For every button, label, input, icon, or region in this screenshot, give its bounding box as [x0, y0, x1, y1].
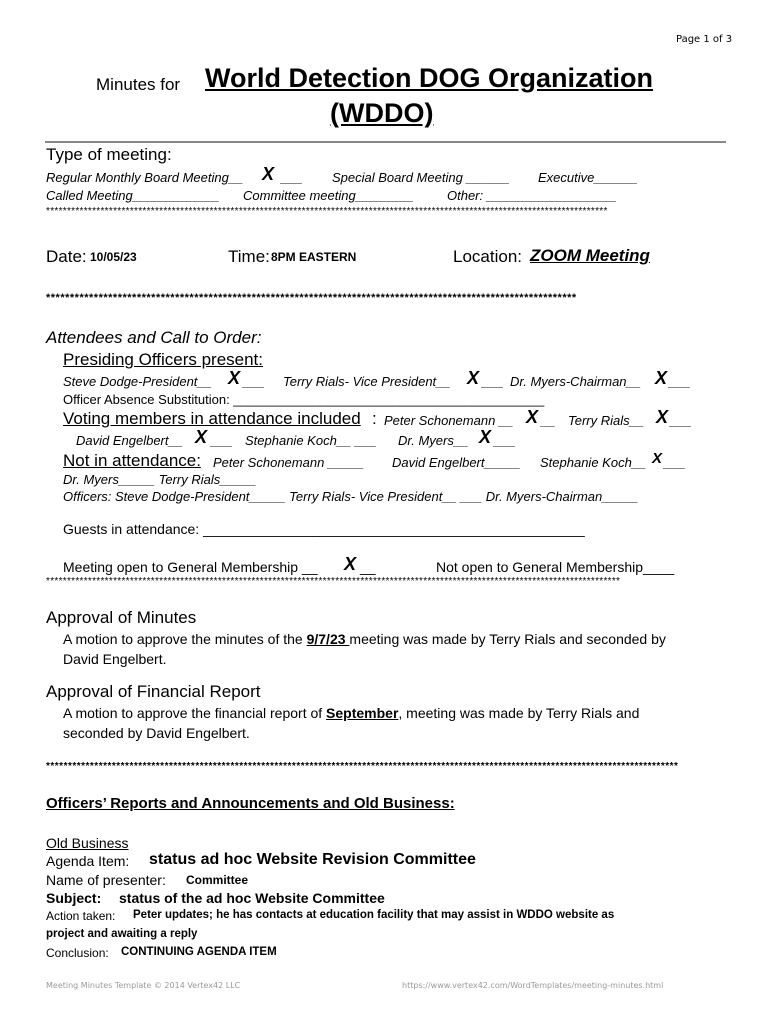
voting-david-x-mark: X [195, 427, 208, 447]
executive-meeting-option: Executive______ [538, 170, 638, 185]
action-value-continued: project and awaiting a reply [46, 928, 198, 940]
approval-minutes-text [63, 631, 666, 647]
open-to-membership-blank: __ [360, 559, 376, 575]
subject-label: Subject: [46, 890, 102, 906]
voting-stephanie: Stephanie Koch__ ___ [245, 433, 377, 448]
approval-minutes-heading: Approval of Minutes [46, 608, 197, 627]
footer-copyright: Meeting Minutes Template © 2014 Vertex42 LLC [46, 981, 241, 990]
approval-financial-text-b: , meeting was made by Terry Rials and [398, 705, 640, 721]
officers-reports-heading: Officers’ Reports and Announcements and Old Business: [46, 795, 455, 812]
presiding-terry-blank: ___ [482, 374, 504, 389]
voting-peter-blank: __ [541, 413, 556, 428]
org-title-line2: (WDDO) [330, 98, 434, 128]
separator-stars: ***************************************************************************************************************************************** [46, 576, 621, 587]
date-label: Date: [46, 247, 87, 266]
officer-absence-substitution: Officer Absence Substitution: ___________________________________________ [63, 392, 545, 407]
voting-david-blank: ___ [211, 433, 233, 448]
separator-stars: *************************************************************************************************************** [46, 292, 577, 304]
voting-david: David Engelbert__ [76, 433, 183, 448]
committee-meeting-option: Committee meeting________ [243, 188, 414, 203]
conclusion-value: CONTINUING AGENDA ITEM [121, 946, 277, 958]
absent-stephanie: Stephanie Koch__ [540, 455, 647, 470]
approval-financial-heading: Approval of Financial Report [46, 682, 261, 701]
called-meeting-option: Called Meeting____________ [46, 188, 220, 203]
voting-myers: Dr. Myers__ [398, 433, 469, 448]
presiding-steve: Steve Dodge-President__ [63, 374, 212, 389]
approval-financial-text-a: A motion to approve the financial report of [63, 705, 327, 721]
regular-meeting-blank: ___ [281, 170, 303, 185]
footer-url[interactable]: https://www.vertex42.com/WordTemplates/meeting-minutes.html [402, 981, 664, 990]
presenter-value: Committee [186, 873, 249, 887]
presiding-myers: Dr. Myers-Chairman__ [510, 374, 641, 389]
separator-stars: ************************************************************************************************************************************************ [46, 761, 679, 772]
special-meeting-option: Special Board Meeting ______ [332, 170, 510, 185]
meeting-type-heading: Type of meeting: [46, 145, 172, 164]
time-value: 8PM EASTERN [271, 250, 357, 264]
minutes-for-label: Minutes for [96, 75, 181, 94]
separator-stars: ************************************************************************************************************************************** [46, 206, 608, 217]
presiding-steve-x-mark: X [228, 368, 241, 388]
presiding-terry: Terry Rials- Vice President__ [283, 374, 451, 389]
presiding-terry-x-mark: X [467, 368, 480, 388]
approval-minutes-text-b: meeting was made by Terry Rials and seconded by [349, 631, 666, 647]
voting-myers-x-mark: X [479, 427, 492, 447]
open-to-membership-option: Meeting open to General Membership __ [63, 559, 318, 575]
location-label: Location: [453, 247, 522, 266]
org-title-line1: World Detection DOG Organization [205, 63, 654, 93]
presiding-myers-x-mark: X [655, 368, 668, 388]
approval-financial-month: September [326, 705, 399, 721]
attendees-heading: Attendees and Call to Order: [46, 328, 262, 347]
page-number: Page 1 of 3 [676, 34, 733, 45]
approval-minutes-text-c: David Engelbert. [63, 651, 167, 667]
subject-value: status of the ad hoc Website Committee [119, 890, 385, 906]
voting-peter: Peter Schonemann __ [384, 413, 514, 428]
approval-financial-text-c: seconded by David Engelbert. [63, 725, 250, 741]
action-label: Action taken: [46, 909, 116, 923]
agenda-item-value: status ad hoc Website Revision Committee [149, 851, 476, 868]
not-open-to-membership-option: Not open to General Membership____ [436, 559, 675, 575]
approval-minutes-date: 9/7/23 [306, 631, 350, 647]
action-value: Peter updates; he has contacts at education facility that may assist in WDDO website as [133, 909, 615, 921]
voting-terry-x-mark: X [656, 407, 669, 427]
presiding-steve-blank: ___ [243, 374, 265, 389]
location-value: ZOOM Meeting [530, 246, 650, 265]
regular-meeting-option: Regular Monthly Board Meeting__ [46, 170, 244, 185]
old-business-heading: Old Business [46, 835, 129, 851]
presiding-myers-blank: ___ [669, 374, 691, 389]
voting-members-heading: Voting members in attendance included [63, 409, 361, 428]
presenter-label: Name of presenter: [46, 872, 166, 888]
guests-in-attendance: Guests in attendance: _________________________________________________ [63, 521, 585, 537]
date-value: 10/05/23 [90, 250, 137, 264]
absent-stephanie-blank: ___ [664, 455, 686, 470]
absent-david: David Engelbert_____ [392, 455, 521, 470]
voting-myers-blank: ___ [494, 433, 516, 448]
agenda-item-label: Agenda Item: [46, 853, 130, 869]
approval-financial-text [63, 705, 639, 721]
regular-meeting-x-mark: X [262, 164, 275, 184]
absent-myers-terry: Dr. Myers_____ Terry Rials_____ [63, 472, 257, 487]
voting-peter-x-mark: X [526, 407, 539, 427]
presiding-officers-heading: Presiding Officers present: [63, 350, 263, 369]
voting-members-colon: : [372, 409, 377, 428]
voting-terry: Terry Rials__ [568, 413, 645, 428]
other-meeting-option: Other: __________________ [447, 188, 617, 203]
conclusion-label: Conclusion: [46, 946, 109, 960]
absent-stephanie-x-mark: X [652, 450, 663, 467]
voting-terry-blank: ___ [670, 413, 692, 428]
approval-minutes-text-a: A motion to approve the minutes of the [63, 631, 307, 647]
open-to-membership-x-mark: X [344, 554, 357, 574]
time-label: Time: [228, 247, 270, 266]
absent-officers: Officers: Steve Dodge-President_____ Terry Rials- Vice President__ ___ Dr. Myers-Chairman_____ [63, 489, 639, 504]
not-in-attendance-heading: Not in attendance: [63, 451, 201, 470]
absent-peter: Peter Schonemann _____ [213, 455, 365, 470]
title-divider [45, 141, 726, 143]
